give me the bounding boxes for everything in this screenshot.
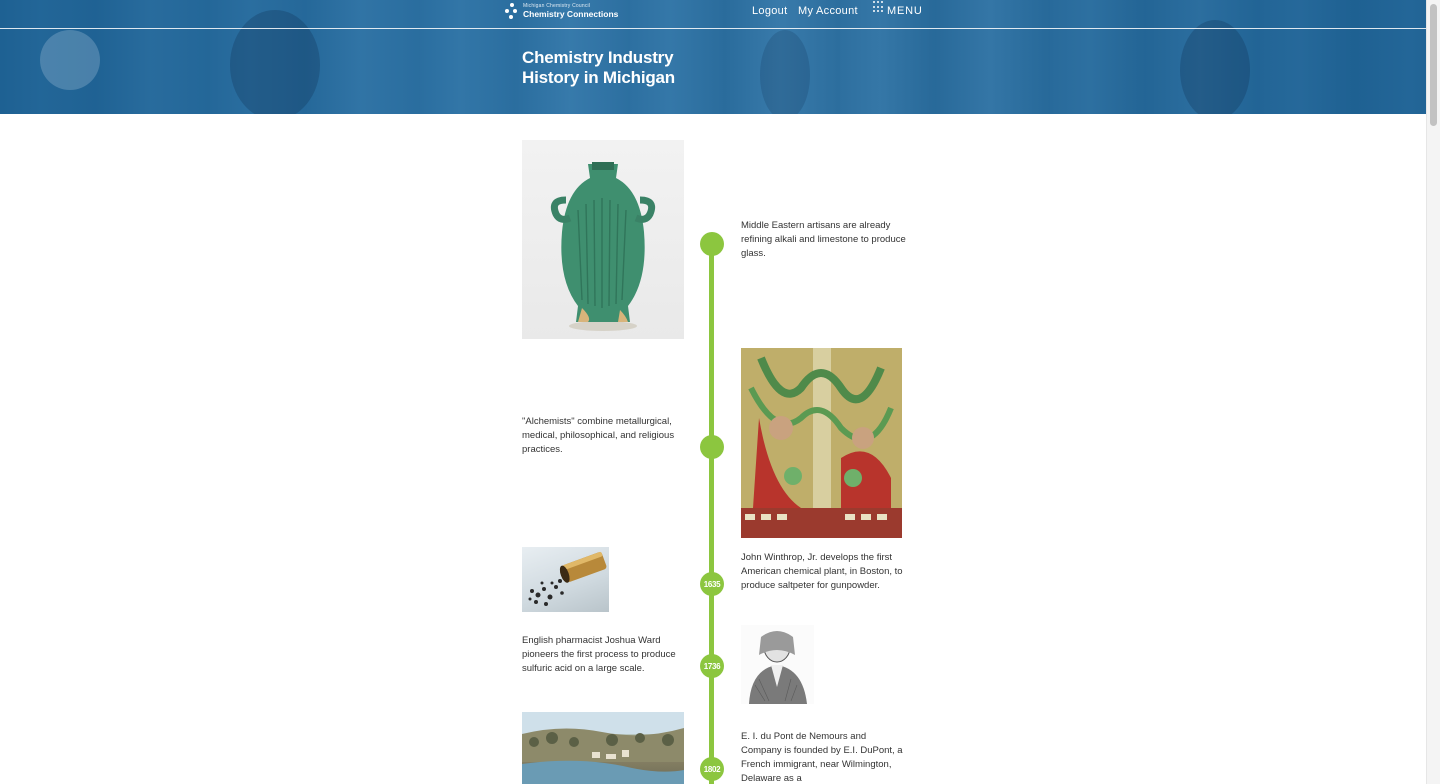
timeline-entry-text: "Alchemists" combine metallurgical, medical, philosophical, and religious practices.	[522, 416, 675, 455]
vertical-scrollbar[interactable]	[1426, 0, 1440, 784]
portrait-image	[741, 625, 814, 704]
timeline-dot[interactable]	[700, 572, 724, 596]
vase-image	[522, 140, 684, 339]
my-account-link[interactable]: My Account	[798, 5, 858, 17]
scrollbar-thumb[interactable]	[1430, 4, 1437, 126]
site-logo[interactable]	[505, 3, 618, 19]
timeline-entry-text: John Winthrop, Jr. develops the first American chemical plant, in Boston, to produce saltpeter for gunpowder.	[741, 552, 903, 591]
logo-site-name: Chemistry Connections	[523, 8, 619, 19]
page-title-line-1: Chemistry Industry	[522, 48, 674, 67]
timeline-entry-text: English pharmacist Joshua Ward pioneers the first process to produce sulfuric acid on a large scale.	[522, 635, 676, 674]
timeline-year: 1736	[703, 661, 721, 671]
timeline-entry-text: E. I. du Pont de Nemours and Company is founded by E.I. DuPont, a French immigrant, near Wilmington, Delaware as a	[741, 731, 903, 784]
timeline-dot[interactable]	[700, 435, 724, 459]
menu-label: MENU	[887, 5, 923, 17]
page-title	[522, 48, 722, 88]
logout-link[interactable]: Logout	[752, 5, 788, 17]
timeline-dot[interactable]	[700, 232, 724, 256]
logo-org-name: Michigan Chemistry Council	[523, 2, 591, 9]
background-figure	[760, 30, 810, 114]
gunpowder-image	[522, 547, 609, 612]
timeline-entry-text: Middle Eastern artisans are already refining alkali and limestone to produce glass.	[741, 220, 906, 259]
background-figure	[230, 10, 320, 114]
topbar-divider	[0, 28, 1426, 29]
grid-menu-icon	[873, 1, 885, 13]
timeline-year: 1635	[703, 579, 721, 589]
timeline-line	[709, 243, 714, 784]
timeline-dot[interactable]	[700, 757, 724, 781]
background-figure	[1180, 20, 1250, 114]
logo-molecule-icon	[505, 3, 518, 19]
alchemists-image	[741, 348, 902, 538]
background-figure	[40, 30, 100, 90]
timeline-dot[interactable]	[700, 654, 724, 678]
page-title-line-2: History in Michigan	[522, 68, 675, 87]
menu-button[interactable]	[873, 1, 923, 17]
landscape-image	[522, 712, 684, 784]
hero-header	[0, 0, 1426, 114]
timeline-year: 1802	[703, 764, 721, 774]
